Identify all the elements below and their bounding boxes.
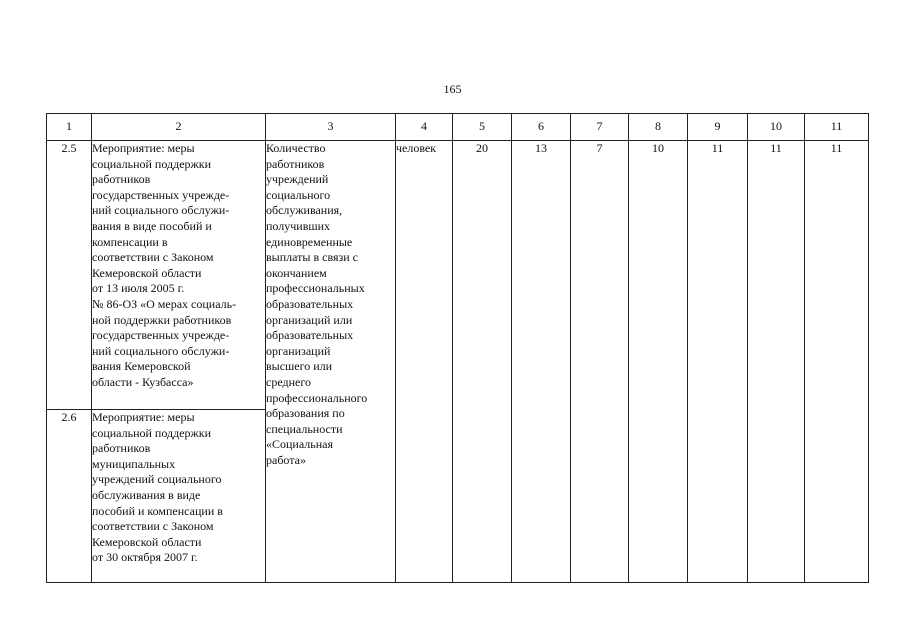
value-cell: 11 [748, 141, 805, 583]
measure-description-cell: Мероприятие: меры социальной поддержки работников муниципальных учреждений социального обслуживания в виде пособий и компенсации в соответствии с Законом Кемеровской области от 30 октября 2007 г. [92, 410, 266, 583]
table-row [47, 141, 869, 410]
column-number-cell: 4 [396, 114, 453, 141]
column-number-cell: 8 [629, 114, 688, 141]
unit-cell: человек [396, 141, 453, 583]
column-number-cell: 5 [453, 114, 512, 141]
column-number-cell: 1 [47, 114, 92, 141]
column-number-cell: 6 [512, 114, 571, 141]
row-number-cell: 2.6 [47, 410, 92, 583]
value-cell: 13 [512, 141, 571, 583]
column-number-cell: 2 [92, 114, 266, 141]
column-number-cell: 7 [571, 114, 629, 141]
indicator-table [46, 113, 869, 583]
value-cell: 11 [688, 141, 748, 583]
value-cell: 7 [571, 141, 629, 583]
column-number-cell: 9 [688, 114, 748, 141]
indicator-name-cell: Количество работников учреждений социального обслуживания, получивших единовременные выплаты в связи с окончанием профессиональных образовательных организаций или образовательных организаций высшего или среднего профессионального образования по специальности «Социальная работа» [266, 141, 396, 583]
value-cell: 20 [453, 141, 512, 583]
column-number-cell: 11 [805, 114, 869, 141]
row-number-cell: 2.5 [47, 141, 92, 410]
column-number-row [47, 114, 869, 141]
column-number-cell: 10 [748, 114, 805, 141]
value-cell: 11 [805, 141, 869, 583]
column-number-cell: 3 [266, 114, 396, 141]
page-number: 165 [443, 82, 462, 96]
value-cell: 10 [629, 141, 688, 583]
measure-description-cell: Мероприятие: меры социальной поддержки работников государственных учрежде- ний социального обслужи- вания в виде пособий и компенсации в соответствии с Законом Кемеровской области от 13 июля 2005 г. № 86-ОЗ «О мерах социаль- ной поддержки работников государственных учрежде- ний социального обслужи- вания Кемеровской области - Кузбасса» [92, 141, 266, 410]
